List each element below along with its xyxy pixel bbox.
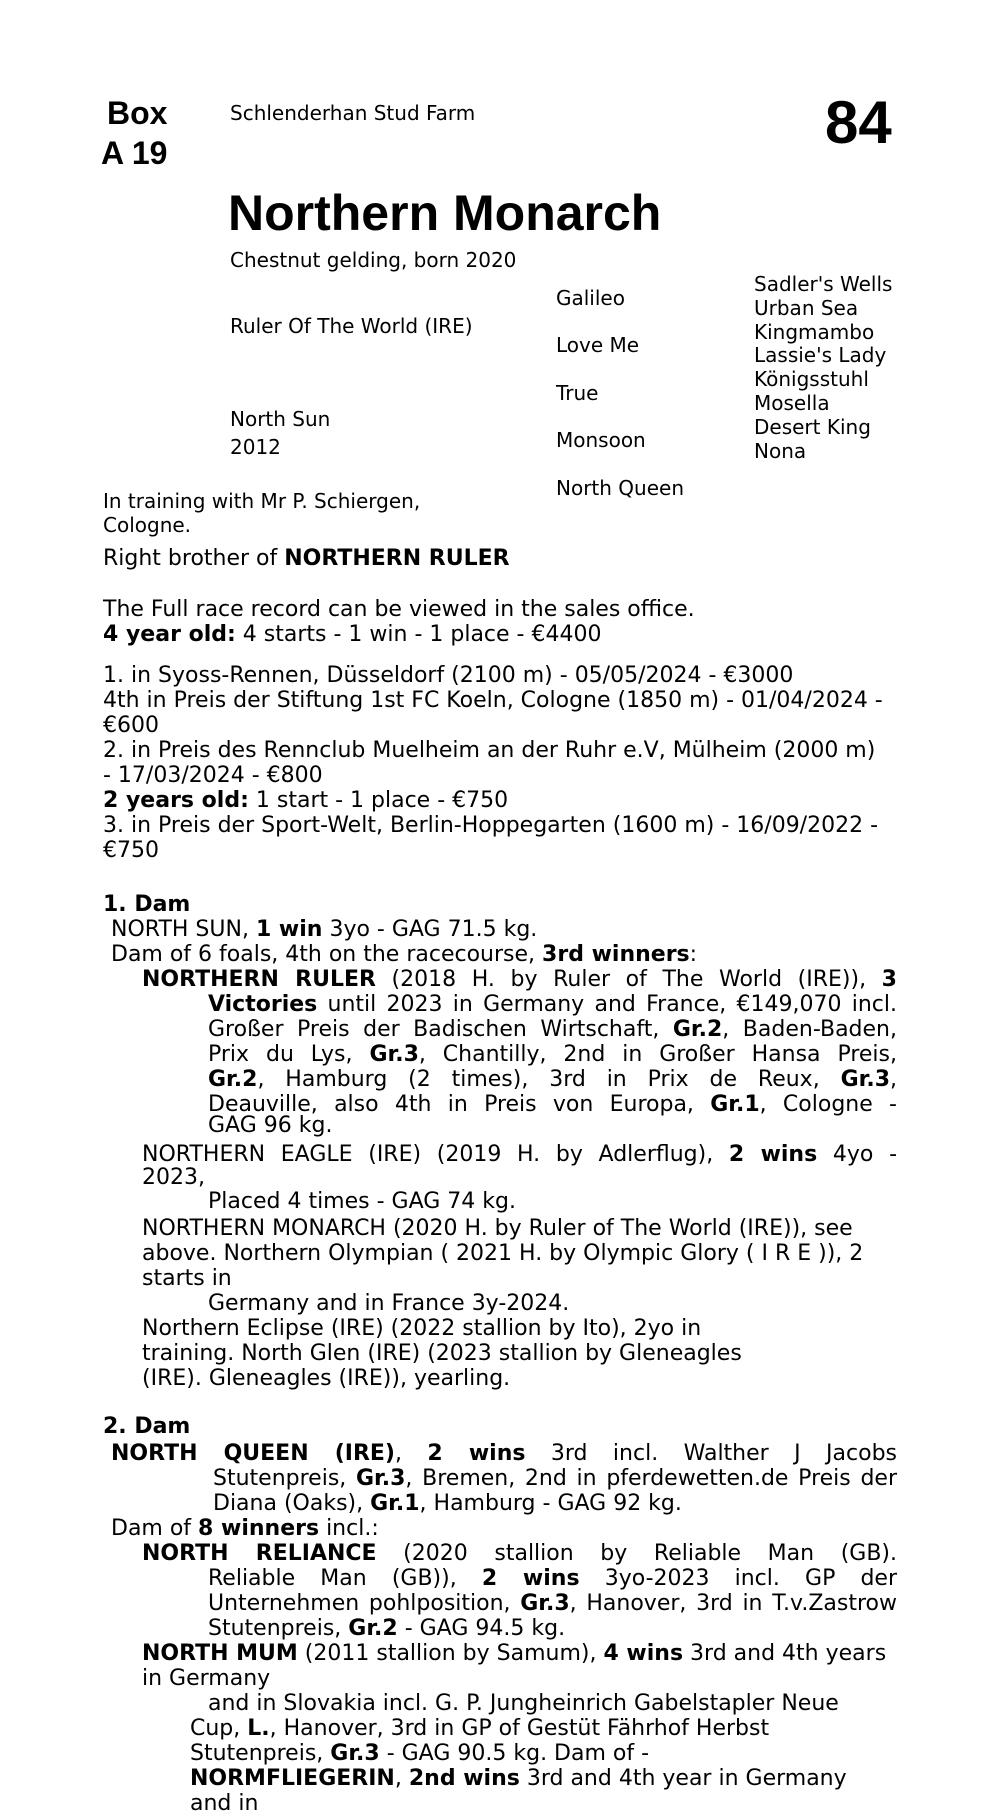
entry-line: Stutenpreis, Gr.3, Bremen, 2nd in pferdewetten.de Preis der bbox=[213, 1466, 897, 1491]
race-line: €600 bbox=[103, 713, 159, 738]
entry-line: and in Slovakia incl. G. P. Jungheinrich Gabelstapler Neue bbox=[208, 1691, 839, 1716]
vendor: Schlenderhan Stud Farm bbox=[230, 101, 476, 125]
sibling-note bbox=[103, 546, 510, 571]
entry-line: training. North Glen (IRE) (2023 stallion by Gleneagles bbox=[142, 1341, 742, 1366]
northern-ruler-entry bbox=[142, 967, 897, 1138]
race-record bbox=[103, 597, 883, 863]
pedigree-gen3-item: Desert King bbox=[754, 414, 871, 439]
entry-line: Unternehmen pohlposition, Gr.3, Hanover, 3rd in T.v.Zastrow bbox=[208, 1591, 897, 1616]
entry-line: Deauville, also 4th in Preis von Europa, Gr.1, Cologne - bbox=[208, 1092, 897, 1117]
pedigree-gen3-item: Sadler's Wells bbox=[754, 272, 893, 296]
dam-year: 2012 bbox=[230, 435, 281, 459]
entry-line: NORMFLIEGERIN, 2nd wins 3rd and 4th year in Germany bbox=[190, 1766, 847, 1791]
dam1-heading: 1. Dam bbox=[103, 892, 191, 917]
horse-name: Northern Monarch bbox=[228, 185, 662, 241]
race-line: 1. in Syoss-Rennen, Düsseldorf (2100 m) - 05/05/2024 - €3000 bbox=[103, 663, 794, 688]
pedigree-gen2-item: Monsoon bbox=[556, 428, 646, 452]
dam1-section bbox=[103, 892, 697, 967]
dam2-heading: 2. Dam bbox=[103, 1414, 191, 1439]
entry-line: NORTHERN MONARCH (2020 H. by Ruler of The World (IRE)), see bbox=[142, 1216, 853, 1241]
training-info bbox=[103, 489, 420, 537]
entry-line: Großer Preis der Badischen Wirtschaft, Gr.2, Baden-Baden, bbox=[208, 1017, 897, 1042]
training-line: Cologne. bbox=[103, 513, 192, 537]
dam: North Sun bbox=[230, 407, 331, 431]
entry-line: NORTH RELIANCE (2020 stallion by Reliable Man (GB). bbox=[142, 1541, 897, 1566]
pedigree-gen2-item: True bbox=[556, 381, 599, 405]
entry-line: Placed 4 times - GAG 74 kg. bbox=[208, 1189, 516, 1214]
sibling-prefix: Right brother of bbox=[103, 546, 285, 571]
north-queen-entry bbox=[111, 1441, 897, 1516]
pedigree-gen3-item: Mosella bbox=[754, 390, 830, 415]
northern-eagle-entry bbox=[142, 1142, 897, 1214]
entry-line: (IRE). Gleneagles (IRE)), yearling. bbox=[142, 1366, 511, 1391]
year2-label: 2 years old: bbox=[103, 788, 249, 813]
pedigree-gen3-list bbox=[754, 273, 892, 463]
pedigree-gen3-item: Lassie's Lady bbox=[754, 343, 887, 368]
box-number: A 19 bbox=[101, 135, 168, 171]
training-line: In training with Mr P. Schiergen, bbox=[103, 489, 421, 513]
dam1-record: NORTH SUN, 1 win 3yo - GAG 71.5 kg. bbox=[111, 917, 538, 942]
entry-line: NORTHERN RULER (2018 H. by Ruler of The World (IRE)), 3 bbox=[142, 967, 897, 992]
entry-line: NORTH QUEEN (IRE), 2 wins 3rd incl. Walther J Jacobs bbox=[111, 1441, 898, 1466]
race-line: 4th in Preis der Stiftung 1st FC Koeln, Cologne (1850 m) - 01/04/2024 - bbox=[103, 688, 883, 713]
sibling-name: NORTHERN RULER bbox=[284, 546, 510, 571]
year4-summary bbox=[103, 622, 883, 647]
entry-line: NORTHERN EAGLE (IRE) (2019 H. by Adlerflug), 2 wins 4yo - bbox=[142, 1142, 898, 1167]
entry-line: Victories until 2023 in Germany and France, €149,070 incl. bbox=[208, 992, 897, 1017]
entry-line: Stutenpreis, Gr.2 - GAG 94.5 kg. bbox=[208, 1616, 566, 1641]
entry-line: Diana (Oaks), Gr.1, Hamburg - GAG 92 kg. bbox=[213, 1491, 682, 1516]
pedigree-gen2-item: Love Me bbox=[556, 333, 640, 357]
dam1-produce: Dam of 6 foals, 4th on the racecourse, 3rd winners: bbox=[111, 942, 698, 967]
entry-line: and in bbox=[190, 1791, 259, 1816]
entry-line: in Germany bbox=[142, 1666, 271, 1691]
pedigree-gen2-item: North Queen bbox=[556, 476, 684, 500]
box-label: Box bbox=[107, 95, 168, 131]
year2-summary bbox=[103, 788, 883, 813]
year4-text: 4 starts - 1 win - 1 place - €4400 bbox=[235, 622, 602, 647]
entry-line: Gr.2, Hamburg (2 times), 3rd in Prix de Reux, Gr.3, bbox=[208, 1067, 897, 1092]
race-line: 3. in Preis der Sport-Welt, Berlin-Hoppegarten (1600 m) - 16/09/2022 - bbox=[103, 813, 879, 838]
year2-text: 1 start - 1 place - €750 bbox=[248, 788, 509, 813]
dam2-produce: Dam of 8 winners incl.: bbox=[111, 1516, 379, 1541]
entry-line: Stutenpreis, Gr.3 - GAG 90.5 kg. Dam of - bbox=[190, 1741, 650, 1766]
northern-eclipse-entry bbox=[142, 1316, 742, 1391]
race-line: - 17/03/2024 - €800 bbox=[103, 763, 323, 788]
sire: Ruler Of The World (IRE) bbox=[230, 314, 473, 338]
entry-line: starts in bbox=[142, 1266, 232, 1291]
horse-description: Chestnut gelding, born 2020 bbox=[230, 248, 517, 272]
entry-line: 2023, bbox=[142, 1165, 205, 1190]
entry-line: Prix du Lys, Gr.3, Chantilly, 2nd in Großer Hansa Preis, bbox=[208, 1042, 897, 1067]
entry-line: Germany and in France 3y-2024. bbox=[208, 1291, 570, 1316]
pedigree-gen3-item: Kingmambo bbox=[754, 319, 875, 344]
lot-number: 84 bbox=[825, 89, 892, 156]
race-line: €750 bbox=[103, 838, 159, 863]
north-mum-entry bbox=[142, 1641, 886, 1816]
entry-line: above. Northern Olympian ( 2021 H. by Olympic Glory ( I R E )), 2 bbox=[142, 1241, 864, 1266]
entry-line: Cup, L., Hanover, 3rd in GP of Gestüt Fährhof Herbst bbox=[190, 1716, 770, 1741]
race-record-note: The Full race record can be viewed in the sales office. bbox=[103, 597, 695, 622]
north-reliance-entry bbox=[142, 1541, 897, 1641]
entry-line: Northern Eclipse (IRE) (2022 stallion by Ito), 2yo in bbox=[142, 1316, 702, 1341]
entry-line: GAG 96 kg. bbox=[208, 1113, 333, 1138]
entry-line: Reliable Man (GB)), 2 wins 3yo-2023 incl. GP der bbox=[208, 1566, 898, 1591]
entry-line: NORTH MUM (2011 stallion by Samum), 4 wins 3rd and 4th years bbox=[142, 1641, 887, 1666]
race-line: 2. in Preis des Rennclub Muelheim an der Ruhr e.V, Mülheim (2000 m) bbox=[103, 738, 876, 763]
pedigree-gen2-item: Galileo bbox=[556, 286, 625, 310]
year4-label: 4 year old: bbox=[103, 622, 236, 647]
pedigree-gen3-item: Königsstuhl bbox=[754, 367, 869, 392]
northern-monarch-entry bbox=[142, 1216, 863, 1316]
pedigree-gen3-item: Nona bbox=[754, 438, 807, 463]
pedigree-gen3-item: Urban Sea bbox=[754, 295, 859, 320]
